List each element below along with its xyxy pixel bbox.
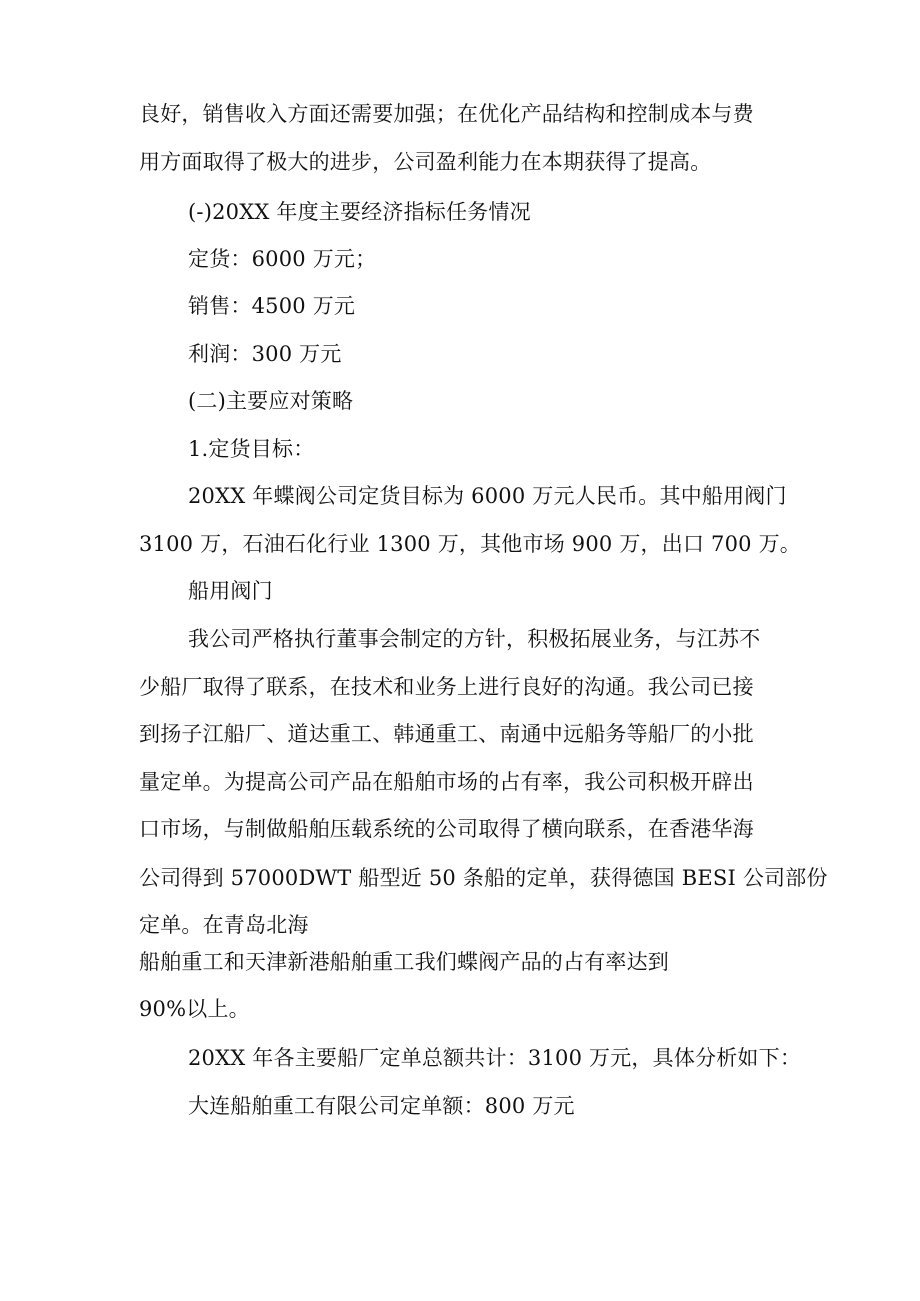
section-heading-indicators: (-)20XX 年度主要经济指标任务情况 bbox=[188, 200, 531, 224]
paragraph-line: 90%以上。 bbox=[139, 997, 250, 1021]
paragraph-line: 3100 万，石油石化行业 1300 万，其他市场 900 万，出口 700 万。 bbox=[139, 532, 801, 556]
orders-target-line: 定货：6000 万元； bbox=[188, 247, 377, 271]
paragraph-line: 20XX 年蝶阀公司定货目标为 6000 万元人民币。其中船用阀门 bbox=[188, 484, 787, 508]
paragraph-line: 量定单。为提高公司产品在船舶市场的占有率，我公司积极开辟出 bbox=[139, 770, 754, 794]
paragraph-line: 公司得到 57000DWT 船型近 50 条船的定单，获得德国 BESI 公司部份 bbox=[139, 866, 828, 890]
paragraph-line: 到扬子江船厂、道达重工、韩通重工、南通中远船务等船厂的小批 bbox=[139, 722, 754, 746]
subheading-order-target: 1.定货目标： bbox=[188, 437, 315, 461]
paragraph-line: 良好，销售收入方面还需要加强；在优化产品结构和控制成本与费 bbox=[139, 102, 754, 126]
paragraph-line: 用方面取得了极大的进步，公司盈利能力在本期获得了提高。 bbox=[139, 150, 712, 174]
paragraph-line: 少船厂取得了联系，在技术和业务上进行良好的沟通。我公司已接 bbox=[139, 675, 754, 699]
paragraph-line: 我公司严格执行董事会制定的方针，积极拓展业务，与江苏不 bbox=[188, 627, 761, 651]
paragraph-line: 船舶重工和天津新港船舶重工我们蝶阀产品的占有率达到 bbox=[139, 950, 669, 974]
paragraph-line: 口市场，与制做船舶压载系统的公司取得了横向联系，在香港华海 bbox=[139, 817, 754, 841]
profit-target-line: 利润：300 万元 bbox=[188, 342, 342, 366]
subheading-marine-valves: 船用阀门 bbox=[188, 579, 273, 603]
sales-target-line: 销售：4500 万元 bbox=[188, 294, 356, 318]
paragraph-line: 大连船舶重工有限公司定单额：800 万元 bbox=[188, 1094, 575, 1118]
paragraph-line: 定单。在青岛北海 bbox=[139, 913, 309, 937]
section-heading-strategy: (二)主要应对策略 bbox=[188, 389, 354, 413]
paragraph-line: 20XX 年各主要船厂定单总额共计：3100 万元，具体分析如下： bbox=[188, 1046, 802, 1070]
